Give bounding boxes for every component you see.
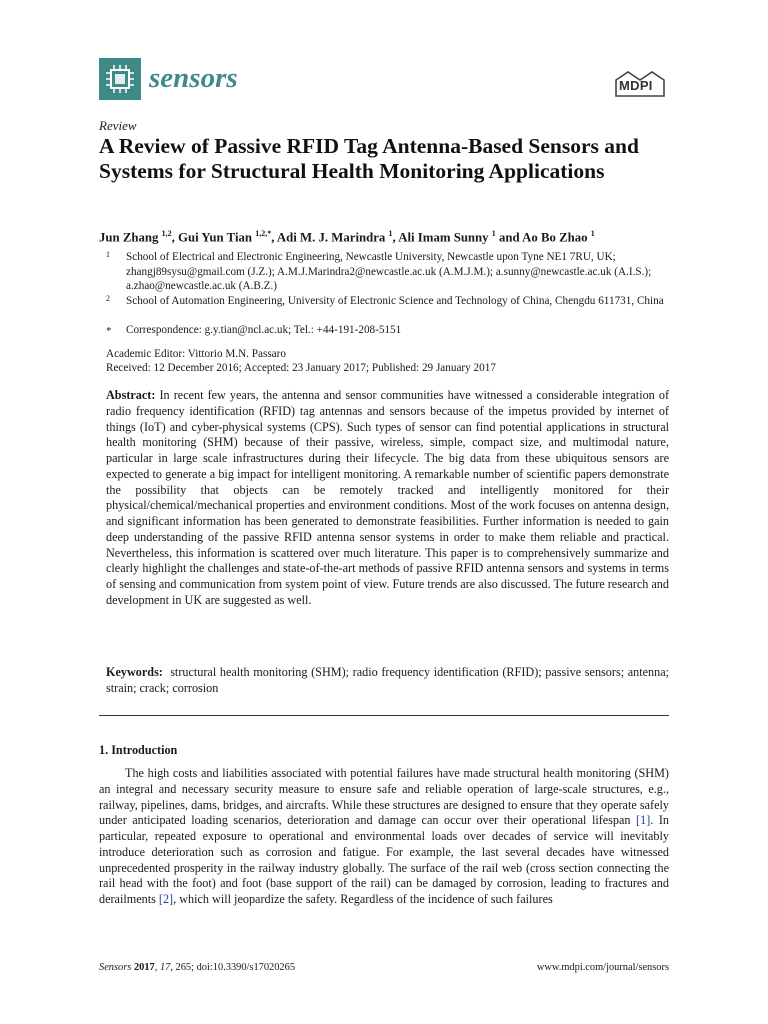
- abstract: [106, 388, 669, 609]
- author-list: Jun Zhang $^{1,2}$, Gui Yun Tian $^{1,2,*}$, Adi M. J. Marindra $^1$, Ali Imam Sunny $^1$ and Ao Bo Zhao $^1$: [99, 229, 595, 245]
- paragraph-text: . In particular, repeated exposure to operational and environmental loads over decades of service will inevitably introduce deterioration such as corrosion and fatigue. For example, the last several decades have witnessed unprecedented prosperity in the railway industry globally. The surface of the rail web (cross section connecting the rail head with the foot) and foot (base support of the rail) can be damaged by corrosion, leading to fractures and derailments: [99, 813, 669, 906]
- article-dates: Received: 12 December 2016; Accepted: 23 January 2017; Published: 29 January 2017: [106, 362, 496, 374]
- abstract-text: In recent few years, the antenna and sensor communities have witnessed a considerable integration of radio frequency identification (RFID) tag antennas and sensors because of the impetus provided by internet of things (IoT) and cyber-physical systems (CPS). Such types of sensor can find potential applications in structural health monitoring (SHM) because of their passive, wireless, simple, compact size, and multimodal nature, particular in large scale infrastructures during their lifecycle. The big data from these ubiquitous sensors are expected to generate a big impact for intelligent monitoring. A remarkable number of scientific papers demonstrate the possibility that objects can be remotely tracked and intelligently monitored for their physical/chemical/mechanical properties and environment conditions. Most of the work focuses on antenna design, and significant information has been generated to demonstrate feasibilities. Further information is needed to gain deep understanding of the passive RFID antenna sensor systems in order to make them reliable and practical. Nevertheless, this information is scattered over much literature. This paper is to comprehensively summarize and clearly highlight the challenges and state-of-the-art methods of passive RFID antenna sensors and systems in terms of sensing and communication from system point of view. Future trends are also discussed. The future research and development in UK are suggested as well.: [106, 388, 669, 607]
- keywords: [106, 665, 669, 697]
- academic-editor: Academic Editor: Vittorio M.N. Passaro: [106, 348, 286, 360]
- affiliation-text: School of Automation Engineering, University of Electronic Science and Technology of China, Chengdu 611731, China: [126, 295, 664, 307]
- affiliation-number: 1: [106, 250, 110, 259]
- citation-link[interactable]: [2]: [158, 892, 174, 906]
- footer-doi: , 265; doi:10.3390/s17020265: [170, 962, 296, 973]
- keywords-text: structural health monitoring (SHM); radio frequency identification (RFID); passive sensors; antenna; strain; crack; corrosion: [106, 665, 670, 695]
- author-name: Ali Imam Sunny: [398, 230, 489, 245]
- body-paragraph: [99, 766, 669, 908]
- author-name: Gui Yun Tian: [178, 230, 253, 245]
- author-affil-marker: 1,2,*: [255, 229, 272, 238]
- article-title: A Review of Passive RFID Tag Antenna-Based Sensors and Systems for Structural Health Monitoring Applications: [99, 134, 639, 183]
- author-name: Adi M. J. Marindra: [276, 230, 386, 245]
- affiliation-text: Correspondence: g.y.tian@ncl.ac.uk; Tel.: +44-191-208-5151: [126, 324, 402, 336]
- author-affil-marker: 1: [590, 229, 595, 238]
- footer-journal: Sensors: [99, 962, 132, 973]
- footer-volume: 17: [159, 962, 171, 973]
- journal-name: sensors: [149, 62, 238, 94]
- publisher-name: MDPI: [619, 78, 653, 93]
- affiliation-text: School of Electrical and Electronic Engineering, Newcastle University, Newcastle upon Tyne NE1 7RU, UK; zhangj89sysu@gmail.com (J.Z.); A.M.J.Marindra2@newcastle.ac.uk (A.M.J.M.); a.sunny@newcastle.ac.uk (A.I.S.); a.zhao@newcastle.ac.uk (A.B.Z.): [126, 251, 652, 293]
- author-name: Jun Zhang: [99, 230, 159, 245]
- paragraph-text: The high costs and liabilities associated with potential failures have made structural health monitoring (SHM) an integral and necessary security measure to ensure safe and reliable operation of large-scale structures, e.g., railway, pipelines, dams, bridges, and aircrafts. While these structures are designed to ensure that they operate safely under anticipated loading scenarios, deterioration and damage can occur over their operational lifespan: [99, 766, 669, 828]
- footer-url[interactable]: www.mdpi.com/journal/sensors: [536, 962, 669, 973]
- section-divider: [99, 715, 669, 716]
- affiliation-number: *: [106, 325, 112, 337]
- section-heading: 1. Introduction: [99, 743, 178, 757]
- author-affil-marker: 1: [491, 229, 496, 238]
- author-name: Ao Bo Zhao: [522, 230, 588, 245]
- affiliation-number: 2: [106, 294, 110, 303]
- author-affil-marker: 1,2: [161, 229, 172, 238]
- keywords-label: Keywords:: [106, 665, 163, 679]
- article-type: Review: [99, 118, 137, 133]
- abstract-label: Abstract:: [106, 388, 156, 402]
- paragraph-text: , which will jeopardize the safety. Regardless of the incidence of such failures: [173, 892, 553, 906]
- journal-logo-icon: [99, 58, 141, 100]
- footer-citation: Sensors 2017, 17, 265; doi:10.3390/s17020265: [99, 962, 296, 973]
- footer-year: 2017: [133, 962, 155, 973]
- citation-link[interactable]: [1]: [636, 813, 651, 828]
- author-affil-marker: 1: [388, 229, 393, 238]
